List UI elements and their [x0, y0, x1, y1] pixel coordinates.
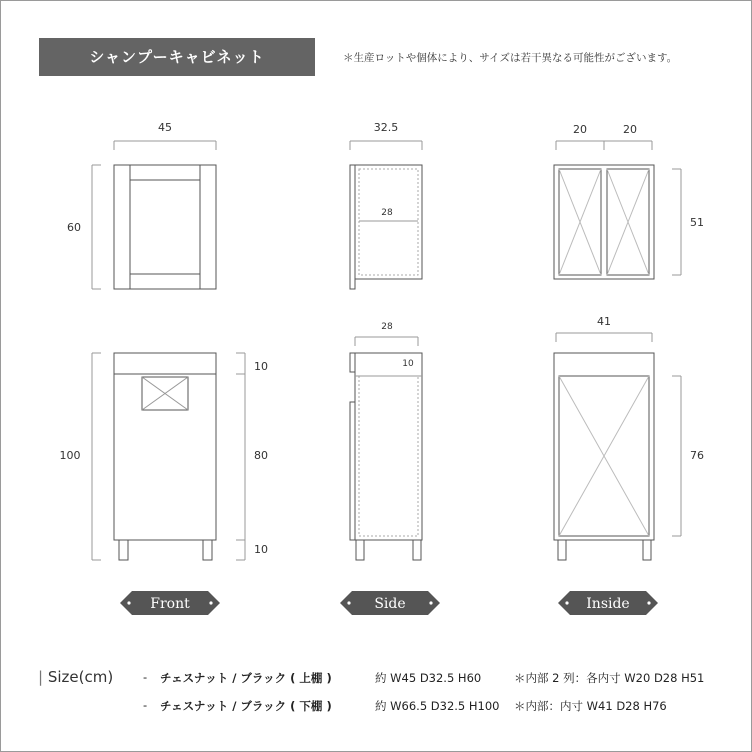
inside-right-label: 20 — [623, 123, 637, 136]
size-row-upper-dash: - — [143, 670, 148, 684]
side-depth-label: 32.5 — [373, 121, 399, 134]
inside-height-dimension — [672, 169, 681, 275]
inside-lower-width-label: 41 — [597, 315, 611, 328]
inside-label: Inside — [586, 596, 630, 612]
size-note: ＊生産ロットや個体により、サイズは若干異なる可能性がございます。 — [343, 52, 678, 64]
size-row-upper-name: チェスナット / ブラック ( 上棚 ) — [160, 671, 332, 685]
heading-bar-icon: | — [38, 668, 44, 686]
size-row-upper-inner: ＊内部 2 列：各内寸 W20 D28 H51 — [514, 671, 705, 685]
inside-lower-height-dimension — [672, 376, 681, 536]
size-row-lower-dims: 約 W66.5 D32.5 H100 — [375, 699, 500, 713]
front-width-dimension — [114, 141, 216, 150]
top-section-label: 10 — [254, 360, 268, 373]
front-width-label: 45 — [158, 121, 172, 134]
size-heading-text: Size(cm) — [47, 668, 114, 686]
middle-section-label: 80 — [254, 449, 268, 462]
inside-height-label: 51 — [690, 216, 704, 229]
side-lower-depth-dimension — [355, 337, 418, 346]
size-row-upper-dims: 約 W45 D32.5 H60 — [375, 671, 482, 685]
front-label: Front — [150, 596, 190, 612]
front-total-height-dimension — [92, 353, 101, 560]
size-heading — [38, 668, 113, 686]
leg-height-label: 10 — [254, 543, 268, 556]
front-view-tag — [120, 591, 220, 615]
inside-view-tag — [558, 591, 658, 615]
front-lower-cabinet — [114, 353, 216, 560]
side-lower-cabinet — [350, 353, 422, 560]
side-upper-cabinet — [350, 165, 422, 289]
front-section-dimensions — [236, 353, 245, 560]
side-inner-depth-label: 28 — [381, 208, 393, 218]
side-depth-dimension — [350, 141, 422, 150]
inside-upper-cabinet — [554, 165, 654, 279]
size-row-lower-dash: - — [143, 698, 148, 712]
front-height-dimension — [92, 165, 101, 289]
inside-lower-height-label: 76 — [690, 449, 704, 462]
side-label: Side — [374, 596, 406, 612]
inside-lower-cabinet — [554, 353, 654, 560]
front-total-height-label: 100 — [59, 449, 81, 462]
page-title: シャンプーキャビネット — [39, 38, 315, 76]
front-height-label: 60 — [67, 221, 81, 234]
size-row-lower-inner: ＊内部：内寸 W41 D28 H76 — [514, 699, 667, 713]
inside-lower-width-dimension — [556, 333, 652, 342]
front-upper-cabinet — [114, 165, 216, 289]
size-row-lower-name: チェスナット / ブラック ( 下棚 ) — [160, 699, 332, 713]
side-lower-inner-label: 10 — [402, 359, 414, 369]
side-view-tag — [340, 591, 440, 615]
side-lower-depth-label: 28 — [381, 322, 393, 332]
inside-left-label: 20 — [573, 123, 587, 136]
inside-width-dimension — [556, 141, 652, 150]
